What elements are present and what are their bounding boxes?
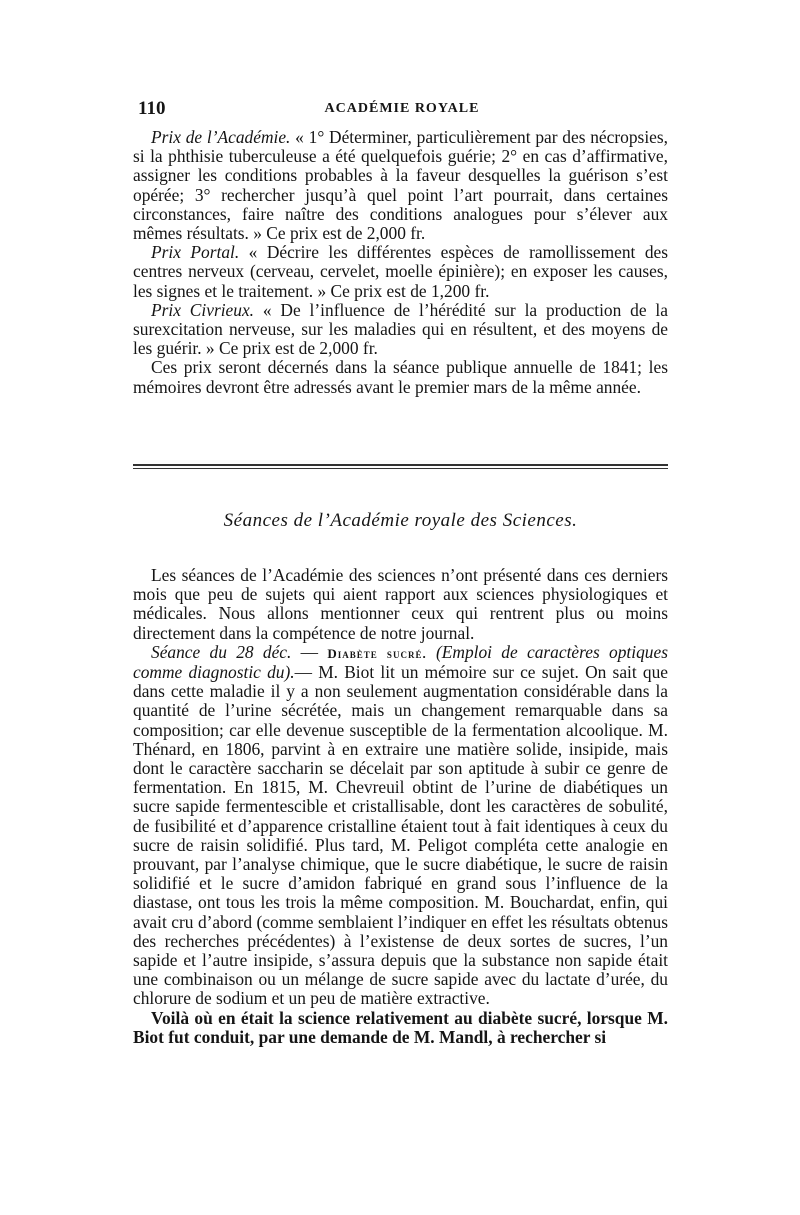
prize-name: Prix Civrieux. xyxy=(151,299,255,320)
page-number: 110 xyxy=(138,98,166,119)
seances-section xyxy=(133,566,668,1047)
closing-paragraph: Voilà où en était la science relativement au diabète sucré, lorsque M. Biot fut conduit, par une demande de M. Mandl, à rechercher si xyxy=(133,1007,668,1047)
page-header xyxy=(136,98,668,124)
prize-text: « 1° Déterminer, particulièrement par des nécropsies, si la phthisie tuberculeuse a été quelquefois guérie; 2° en cas d’affirmative, assigner les conditions probables à la faveur desquelles la guérison s’est opérée; 3° rechercher jusqu’à quel point l’art pourrait, dans certaines circonstances, faire naître des conditions analogues pour s’élever aux mêmes résultats. » Ce prix est de 2,000 fr. xyxy=(133,127,668,244)
divider-line xyxy=(133,464,668,466)
seance-subtitle: (Emploi de caractères optiques comme diagnostic du). xyxy=(133,641,668,683)
seance-paragraph xyxy=(133,643,668,1009)
divider-line xyxy=(133,468,668,469)
prizes-closing: Ces prix seront décernés dans la séance publique annuelle de 1841; les mémoires devront être adressés avant le premier mars de la même année. xyxy=(133,357,668,397)
seance-body: — M. Biot lit un mémoire sur ce sujet. On sait que dans cette maladie il y a non seulement augmentation considérable dans la quantité de l’urine sécrétée, mais un changement remarquable dans sa composition; car elle devenue susceptible de la fermentation alcoolique. M. Thénard, en 1806, parvint à en extraire une matière solide, insipide, mais dont le caractère saccharin se décelait par son aptitude à subir ce genre de fermentation. En 1815, M. Chevreuil obtint de l’urine de diabétiques un sucre sapide fermentescible et cristallisable, dont les caractères de sobulité, de fusibilité et d’apparence cristalline étaient tout à fait identiques à ceux du sucre de raisin solidifié. Plus tard, M. Peligot compléta cette analogie en prouvant, par l’analyse chimique, que le sucre diabétique, le sucre de raisin solidifié et le sucre d’amidon fabriqué en grand sous l’influence de la diastase, ont tous les trois la même composition. M. Bouchardat, enfin, qui avait cru d’abord (comme semblaient l’indiquer en effet les résultats obtenus des recherches précédentes) à l’existense de deux sortes de sucres, l’un sapide et l’autre insipide, s’assura depuis que la substance non sapide était une combinaison ou un mélange de sucre sapide avec du lactate d’urée, du chlorure de sodium et un peu de matière extractive. xyxy=(133,662,668,1009)
section-title: Séances de l’Académie royale des Sciences. xyxy=(223,510,578,531)
prize-text: « De l’influence de l’hérédité sur la production de la surexcitation nerveuse, sur les maladies qui en résultent, et des moyens de les guérir. » Ce prix est de 2,000 fr. xyxy=(133,299,668,359)
running-head: ACADÉMIE ROYALE xyxy=(324,101,480,116)
prize-paragraph xyxy=(133,128,668,243)
prize-name: Prix de l’Académie. xyxy=(151,127,291,147)
seance-label: Séance du 28 déc. xyxy=(151,641,292,662)
section-divider xyxy=(133,464,668,471)
prize-text: « Décrire les différentes espèces de ramollissement des centres nerveux (cerveau, cervelet, moelle épinière); en exposer les causes, les signes et le traitement. » Ce prix est de 1,200 fr. xyxy=(133,242,668,301)
prize-paragraph xyxy=(133,243,668,301)
seance-topic: Diabète sucré. xyxy=(327,645,427,661)
prizes-section xyxy=(133,128,668,397)
prize-name: Prix Portal. xyxy=(151,242,240,263)
prize-paragraph xyxy=(133,301,668,359)
intro-paragraph: Les séances de l’Académie des sciences n’ont présenté dans ces derniers mois que peu de sujets qui aient rapport aux sciences physiologiques et médicales. Nous allons mentionner ceux qui rentrent plus ou moins directement dans la compétence de notre journal. xyxy=(133,565,668,643)
seance-dash: — xyxy=(291,641,328,662)
